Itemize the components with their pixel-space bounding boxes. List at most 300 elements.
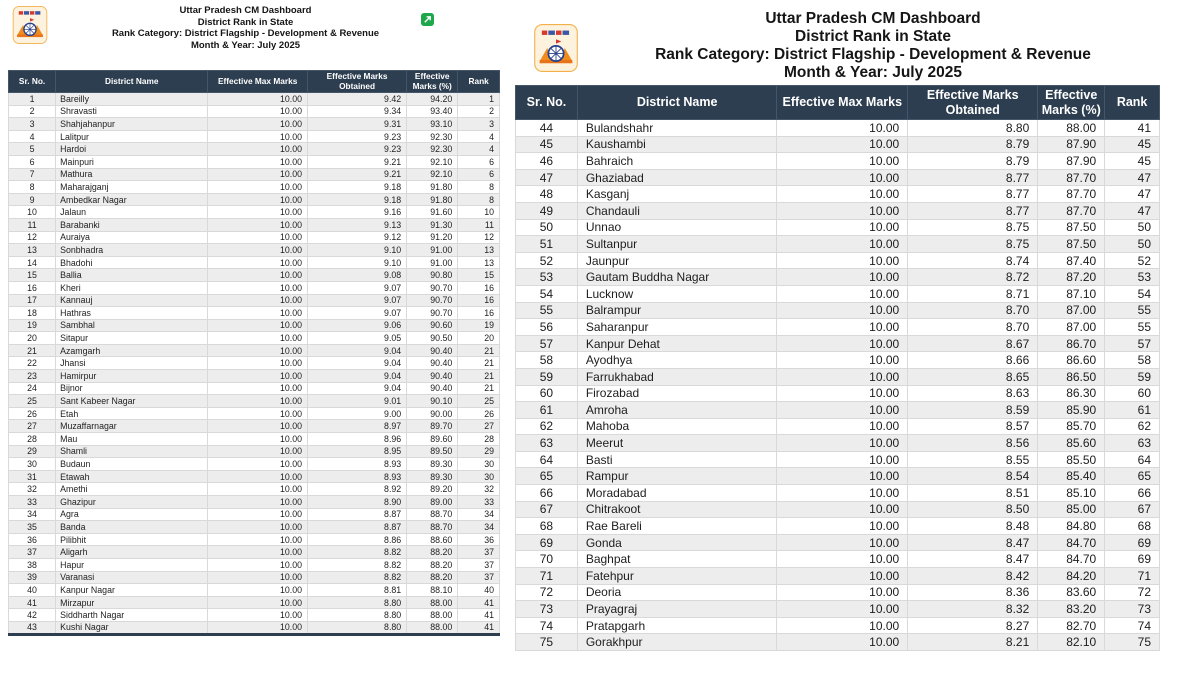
table-row — [9, 155, 500, 168]
cell-effective-marks-obtained: 8.80 — [308, 621, 407, 634]
cell-effective-marks-obtained: 8.47 — [908, 534, 1038, 551]
cell-effective-marks-obtained: 8.70 — [908, 302, 1038, 319]
table-row — [516, 385, 1160, 402]
cell-rank: 33 — [458, 496, 500, 509]
cell-rank: 27 — [458, 420, 500, 433]
cell-effective-marks-pct: 92.10 — [407, 168, 458, 181]
cell-rank: 47 — [1105, 169, 1160, 186]
cell-rank: 21 — [458, 344, 500, 357]
cell-effective-max-marks: 10.00 — [777, 285, 908, 302]
cell-effective-marks-pct: 88.00 — [407, 621, 458, 634]
cell-sr-no: 63 — [516, 435, 578, 452]
report-subtitle: District Rank in State — [795, 28, 951, 45]
cell-rank: 54 — [1105, 285, 1160, 302]
cell-rank: 30 — [458, 458, 500, 471]
cell-effective-marks-obtained: 8.80 — [308, 596, 407, 609]
cell-rank: 62 — [1105, 418, 1160, 435]
cell-district-name: Kanpur Dehat — [577, 335, 777, 352]
cell-effective-marks-pct: 90.10 — [407, 395, 458, 408]
cell-effective-marks-obtained: 9.07 — [308, 307, 407, 320]
cell-sr-no: 35 — [9, 521, 56, 534]
cell-effective-marks-obtained: 9.12 — [308, 231, 407, 244]
table-row — [9, 231, 500, 244]
cell-rank: 30 — [458, 470, 500, 483]
cell-sr-no: 74 — [516, 617, 578, 634]
cell-effective-marks-pct: 82.70 — [1038, 617, 1105, 634]
cell-effective-marks-pct: 83.60 — [1038, 584, 1105, 601]
cell-effective-max-marks: 10.00 — [208, 571, 308, 584]
table-row — [9, 496, 500, 509]
cell-district-name: Sonbhadra — [56, 244, 208, 257]
cell-effective-marks-pct: 94.20 — [407, 93, 458, 106]
rank-category: Rank Category: District Flagship - Development & Revenue — [111, 28, 380, 39]
cell-sr-no: 71 — [516, 568, 578, 585]
cell-rank: 29 — [458, 445, 500, 458]
cell-effective-max-marks: 10.00 — [777, 186, 908, 203]
cell-effective-marks-obtained: 8.95 — [308, 445, 407, 458]
cell-effective-max-marks: 10.00 — [777, 485, 908, 502]
cell-sr-no: 38 — [9, 558, 56, 571]
column-header: Effective Max Marks — [777, 86, 908, 120]
cell-sr-no: 20 — [9, 332, 56, 345]
cell-effective-marks-obtained: 9.23 — [308, 143, 407, 156]
cell-district-name: Kheri — [56, 281, 208, 294]
cell-effective-max-marks: 10.00 — [208, 508, 308, 521]
cell-sr-no: 55 — [516, 302, 578, 319]
cell-effective-marks-pct: 91.20 — [407, 231, 458, 244]
cell-effective-max-marks: 10.00 — [208, 118, 308, 131]
cell-rank: 47 — [1105, 186, 1160, 203]
cell-effective-marks-obtained: 8.81 — [308, 584, 407, 597]
cell-rank: 19 — [458, 319, 500, 332]
table-row — [516, 501, 1160, 518]
cell-effective-marks-obtained: 8.65 — [908, 368, 1038, 385]
table-row — [9, 93, 500, 106]
cell-effective-max-marks: 10.00 — [208, 332, 308, 345]
cell-effective-marks-pct: 91.00 — [407, 244, 458, 257]
cell-rank: 36 — [458, 533, 500, 546]
cell-district-name: Sitapur — [56, 332, 208, 345]
right-report-page — [506, 0, 1200, 675]
cell-sr-no: 19 — [9, 319, 56, 332]
cell-effective-max-marks: 10.00 — [777, 617, 908, 634]
cell-effective-max-marks: 10.00 — [777, 368, 908, 385]
table-row — [9, 609, 500, 622]
table-row — [9, 508, 500, 521]
table-row — [9, 118, 500, 131]
left-report-page — [0, 0, 506, 675]
table-row — [9, 193, 500, 206]
cell-district-name: Budaun — [56, 458, 208, 471]
cell-rank: 55 — [1105, 319, 1160, 336]
cell-sr-no: 32 — [9, 483, 56, 496]
cell-sr-no: 43 — [9, 621, 56, 634]
table-row — [9, 521, 500, 534]
cell-sr-no: 44 — [516, 120, 578, 137]
table-row — [9, 143, 500, 156]
cell-rank: 13 — [458, 256, 500, 269]
cell-effective-marks-pct: 90.40 — [407, 357, 458, 370]
cell-effective-marks-pct: 86.30 — [1038, 385, 1105, 402]
rank-category: Rank Category: District Flagship - Development & Revenue — [655, 46, 1091, 63]
cell-district-name: Hamirpur — [56, 370, 208, 383]
cell-effective-max-marks: 10.00 — [208, 256, 308, 269]
cell-effective-marks-pct: 87.70 — [1038, 169, 1105, 186]
cell-effective-max-marks: 10.00 — [777, 319, 908, 336]
table-row — [9, 269, 500, 282]
cell-district-name: Rampur — [577, 468, 777, 485]
cell-effective-marks-obtained: 9.04 — [308, 370, 407, 383]
cell-sr-no: 37 — [9, 546, 56, 559]
cell-effective-max-marks: 10.00 — [208, 621, 308, 634]
cell-sr-no: 50 — [516, 219, 578, 236]
cell-district-name: Ambedkar Nagar — [56, 193, 208, 206]
table-row — [9, 584, 500, 597]
cell-effective-max-marks: 10.00 — [777, 302, 908, 319]
cell-district-name: Auraiya — [56, 231, 208, 244]
cell-district-name: Bulandshahr — [577, 120, 777, 137]
cell-district-name: Baghpat — [577, 551, 777, 568]
cell-effective-marks-pct: 87.10 — [1038, 285, 1105, 302]
cell-district-name: Basti — [577, 451, 777, 468]
cell-effective-max-marks: 10.00 — [208, 370, 308, 383]
table-row — [516, 186, 1160, 203]
cell-sr-no: 30 — [9, 458, 56, 471]
cell-effective-marks-pct: 89.60 — [407, 433, 458, 446]
cell-effective-max-marks: 10.00 — [208, 596, 308, 609]
cell-rank: 68 — [1105, 518, 1160, 535]
cell-rank: 2 — [458, 105, 500, 118]
table-row — [516, 219, 1160, 236]
cell-effective-marks-pct: 87.90 — [1038, 153, 1105, 170]
cell-sr-no: 2 — [9, 105, 56, 118]
cell-effective-marks-obtained: 9.10 — [308, 244, 407, 257]
cell-rank: 21 — [458, 382, 500, 395]
cell-district-name: Fatehpur — [577, 568, 777, 585]
cell-effective-marks-pct: 90.00 — [407, 407, 458, 420]
table-row — [9, 483, 500, 496]
cell-district-name: Ghazipur — [56, 496, 208, 509]
cell-effective-max-marks: 10.00 — [208, 433, 308, 446]
cell-effective-marks-pct: 88.20 — [407, 546, 458, 559]
cell-district-name: Ballia — [56, 269, 208, 282]
cell-sr-no: 28 — [9, 433, 56, 446]
table-row — [9, 470, 500, 483]
table-row — [516, 153, 1160, 170]
cell-sr-no: 69 — [516, 534, 578, 551]
cell-district-name: Jaunpur — [577, 252, 777, 269]
cell-rank: 41 — [458, 609, 500, 622]
cell-rank: 41 — [458, 596, 500, 609]
cell-effective-marks-pct: 90.40 — [407, 344, 458, 357]
cell-effective-marks-obtained: 8.56 — [908, 435, 1038, 452]
cell-sr-no: 1 — [9, 93, 56, 106]
cell-effective-marks-pct: 93.40 — [407, 105, 458, 118]
cell-sr-no: 75 — [516, 634, 578, 651]
cell-district-name: Farrukhabad — [577, 368, 777, 385]
cell-district-name: Etawah — [56, 470, 208, 483]
cell-effective-marks-pct: 88.20 — [407, 571, 458, 584]
table-row — [516, 634, 1160, 651]
table-row — [516, 485, 1160, 502]
cell-effective-marks-pct: 85.00 — [1038, 501, 1105, 518]
table-row — [9, 407, 500, 420]
table-row — [516, 568, 1160, 585]
cell-effective-max-marks: 10.00 — [777, 269, 908, 286]
cell-district-name: Pilibhit — [56, 533, 208, 546]
cell-effective-marks-obtained: 8.57 — [908, 418, 1038, 435]
cell-rank: 6 — [458, 155, 500, 168]
cell-effective-marks-pct: 89.70 — [407, 420, 458, 433]
cell-rank: 28 — [458, 433, 500, 446]
cell-effective-marks-pct: 88.60 — [407, 533, 458, 546]
cell-sr-no: 15 — [9, 269, 56, 282]
column-header: Effective Marks Obtained — [908, 86, 1038, 120]
cell-effective-marks-obtained: 8.63 — [908, 385, 1038, 402]
cell-effective-max-marks: 10.00 — [777, 385, 908, 402]
table-row — [9, 256, 500, 269]
cell-sr-no: 57 — [516, 335, 578, 352]
cell-effective-max-marks: 10.00 — [208, 521, 308, 534]
cell-effective-max-marks: 10.00 — [777, 584, 908, 601]
table-row — [516, 236, 1160, 253]
cell-effective-max-marks: 10.00 — [208, 206, 308, 219]
cell-district-name: Kushi Nagar — [56, 621, 208, 634]
cell-district-name: Mirzapur — [56, 596, 208, 609]
cell-rank: 60 — [1105, 385, 1160, 402]
cell-sr-no: 14 — [9, 256, 56, 269]
cell-district-name: Lucknow — [577, 285, 777, 302]
cell-effective-marks-pct: 88.00 — [1038, 120, 1105, 137]
export-arrow-icon — [423, 15, 432, 24]
cell-sr-no: 53 — [516, 269, 578, 286]
cell-district-name: Chandauli — [577, 202, 777, 219]
cell-effective-marks-obtained: 8.21 — [908, 634, 1038, 651]
cell-effective-marks-pct: 89.00 — [407, 496, 458, 509]
table-row — [9, 571, 500, 584]
cell-district-name: Jalaun — [56, 206, 208, 219]
cell-district-name: Bareilly — [56, 93, 208, 106]
cell-rank: 64 — [1105, 451, 1160, 468]
cell-effective-marks-obtained: 8.36 — [908, 584, 1038, 601]
cell-rank: 73 — [1105, 601, 1160, 618]
table-row — [516, 551, 1160, 568]
cell-effective-marks-obtained: 8.72 — [908, 269, 1038, 286]
cell-effective-max-marks: 10.00 — [208, 168, 308, 181]
cell-effective-marks-obtained: 8.70 — [908, 319, 1038, 336]
cell-effective-max-marks: 10.00 — [777, 468, 908, 485]
cell-effective-marks-pct: 88.70 — [407, 521, 458, 534]
cell-effective-marks-pct: 92.10 — [407, 155, 458, 168]
cell-effective-marks-pct: 90.70 — [407, 294, 458, 307]
cell-effective-max-marks: 10.00 — [208, 307, 308, 320]
app-title: Uttar Pradesh CM Dashboard — [765, 10, 981, 27]
cell-effective-marks-pct: 85.40 — [1038, 468, 1105, 485]
cell-effective-max-marks: 10.00 — [208, 558, 308, 571]
cell-effective-marks-obtained: 9.08 — [308, 269, 407, 282]
cell-rank: 37 — [458, 558, 500, 571]
cell-effective-marks-pct: 88.00 — [407, 596, 458, 609]
cell-rank: 37 — [458, 546, 500, 559]
cell-rank: 47 — [1105, 202, 1160, 219]
cell-effective-marks-obtained: 8.75 — [908, 236, 1038, 253]
cell-sr-no: 42 — [9, 609, 56, 622]
table-row — [9, 168, 500, 181]
cell-effective-max-marks: 10.00 — [208, 470, 308, 483]
cell-effective-marks-obtained: 8.54 — [908, 468, 1038, 485]
table-row — [9, 546, 500, 559]
cell-rank: 45 — [1105, 153, 1160, 170]
cell-sr-no: 23 — [9, 370, 56, 383]
table-row — [9, 307, 500, 320]
cell-effective-max-marks: 10.00 — [208, 458, 308, 471]
cell-district-name: Kannauj — [56, 294, 208, 307]
table-row — [9, 105, 500, 118]
cell-effective-max-marks: 10.00 — [208, 584, 308, 597]
table-row — [516, 335, 1160, 352]
cell-effective-marks-obtained: 9.07 — [308, 294, 407, 307]
cell-sr-no: 51 — [516, 236, 578, 253]
cell-effective-max-marks: 10.00 — [208, 533, 308, 546]
cell-effective-marks-pct: 92.30 — [407, 143, 458, 156]
cell-district-name: Azamgarh — [56, 344, 208, 357]
cell-effective-max-marks: 10.00 — [208, 420, 308, 433]
report-subtitle: District Rank in State — [197, 16, 294, 28]
cell-effective-marks-pct: 91.80 — [407, 193, 458, 206]
cell-effective-marks-obtained: 8.93 — [308, 470, 407, 483]
cell-effective-marks-pct: 87.00 — [1038, 319, 1105, 336]
table-row — [516, 617, 1160, 634]
cell-effective-marks-pct: 86.50 — [1038, 368, 1105, 385]
cell-sr-no: 27 — [9, 420, 56, 433]
cell-district-name: Saharanpur — [577, 319, 777, 336]
cell-effective-max-marks: 10.00 — [208, 319, 308, 332]
cell-district-name: Firozabad — [577, 385, 777, 402]
cell-effective-marks-obtained: 8.32 — [908, 601, 1038, 618]
cell-effective-max-marks: 10.00 — [777, 136, 908, 153]
column-header: Rank — [458, 71, 500, 93]
cell-rank: 61 — [1105, 402, 1160, 419]
table-row — [9, 319, 500, 332]
cell-rank: 26 — [458, 407, 500, 420]
table-row — [516, 302, 1160, 319]
cell-effective-max-marks: 10.00 — [777, 219, 908, 236]
cell-rank: 16 — [458, 307, 500, 320]
cell-rank: 20 — [458, 332, 500, 345]
cell-sr-no: 24 — [9, 382, 56, 395]
cell-effective-marks-obtained: 8.67 — [908, 335, 1038, 352]
table-row — [516, 269, 1160, 286]
cell-sr-no: 52 — [516, 252, 578, 269]
cell-effective-max-marks: 10.00 — [777, 501, 908, 518]
cell-sr-no: 56 — [516, 319, 578, 336]
table-row — [516, 368, 1160, 385]
cell-effective-marks-pct: 90.60 — [407, 319, 458, 332]
cell-sr-no: 72 — [516, 584, 578, 601]
table-row — [516, 402, 1160, 419]
cell-effective-marks-obtained: 9.05 — [308, 332, 407, 345]
cell-district-name: Deoria — [577, 584, 777, 601]
cell-effective-marks-pct: 90.40 — [407, 382, 458, 395]
export-excel-button[interactable] — [421, 13, 434, 26]
cell-effective-marks-obtained: 8.48 — [908, 518, 1038, 535]
cell-district-name: Sultanpur — [577, 236, 777, 253]
cell-effective-marks-pct: 90.80 — [407, 269, 458, 282]
cell-district-name: Ayodhya — [577, 352, 777, 369]
column-header: Effective Marks Obtained — [308, 71, 407, 93]
cell-rank: 13 — [458, 244, 500, 257]
cell-effective-marks-obtained: 8.96 — [308, 433, 407, 446]
cell-effective-marks-obtained: 8.77 — [908, 169, 1038, 186]
cell-effective-marks-obtained: 9.07 — [308, 281, 407, 294]
cell-rank: 21 — [458, 370, 500, 383]
cell-effective-marks-obtained: 9.42 — [308, 93, 407, 106]
cell-rank: 57 — [1105, 335, 1160, 352]
cell-district-name: Maharajganj — [56, 181, 208, 194]
cell-sr-no: 13 — [9, 244, 56, 257]
table-row — [516, 451, 1160, 468]
cell-rank: 65 — [1105, 468, 1160, 485]
table-row — [516, 468, 1160, 485]
table-row — [516, 285, 1160, 302]
column-header: Sr. No. — [9, 71, 56, 93]
cell-rank: 41 — [458, 621, 500, 634]
cell-effective-max-marks: 10.00 — [777, 634, 908, 651]
table-row — [9, 206, 500, 219]
cell-sr-no: 10 — [9, 206, 56, 219]
cell-effective-max-marks: 10.00 — [208, 130, 308, 143]
cell-district-name: Ghaziabad — [577, 169, 777, 186]
table-row — [516, 534, 1160, 551]
cell-effective-marks-obtained: 8.97 — [308, 420, 407, 433]
cell-rank: 4 — [458, 130, 500, 143]
cell-district-name: Hathras — [56, 307, 208, 320]
cell-effective-max-marks: 10.00 — [208, 609, 308, 622]
cell-rank: 67 — [1105, 501, 1160, 518]
cell-district-name: Mathura — [56, 168, 208, 181]
table-header-row — [9, 71, 500, 93]
cell-district-name: Agra — [56, 508, 208, 521]
cell-rank: 69 — [1105, 551, 1160, 568]
cell-district-name: Amethi — [56, 483, 208, 496]
cell-effective-max-marks: 10.00 — [208, 344, 308, 357]
cell-rank: 1 — [458, 93, 500, 106]
cell-district-name: Kaushambi — [577, 136, 777, 153]
cell-district-name: Gorakhpur — [577, 634, 777, 651]
table-header-row — [516, 86, 1160, 120]
cell-effective-marks-pct: 87.20 — [1038, 269, 1105, 286]
table-row — [516, 518, 1160, 535]
cell-effective-marks-pct: 90.70 — [407, 281, 458, 294]
report-header — [45, 5, 446, 51]
cell-rank: 66 — [1105, 485, 1160, 502]
cell-effective-marks-pct: 85.70 — [1038, 418, 1105, 435]
app-title: Uttar Pradesh CM Dashboard — [179, 5, 312, 16]
table-row — [9, 458, 500, 471]
cell-effective-marks-obtained: 9.04 — [308, 382, 407, 395]
cell-rank: 75 — [1105, 634, 1160, 651]
cell-effective-max-marks: 10.00 — [777, 352, 908, 369]
cell-sr-no: 26 — [9, 407, 56, 420]
cell-sr-no: 22 — [9, 357, 56, 370]
cell-district-name: Meerut — [577, 435, 777, 452]
column-header: Rank — [1105, 86, 1160, 120]
cell-sr-no: 40 — [9, 584, 56, 597]
cell-effective-max-marks: 10.00 — [208, 143, 308, 156]
table-row — [516, 169, 1160, 186]
cell-effective-marks-pct: 92.30 — [407, 130, 458, 143]
table-row — [516, 601, 1160, 618]
